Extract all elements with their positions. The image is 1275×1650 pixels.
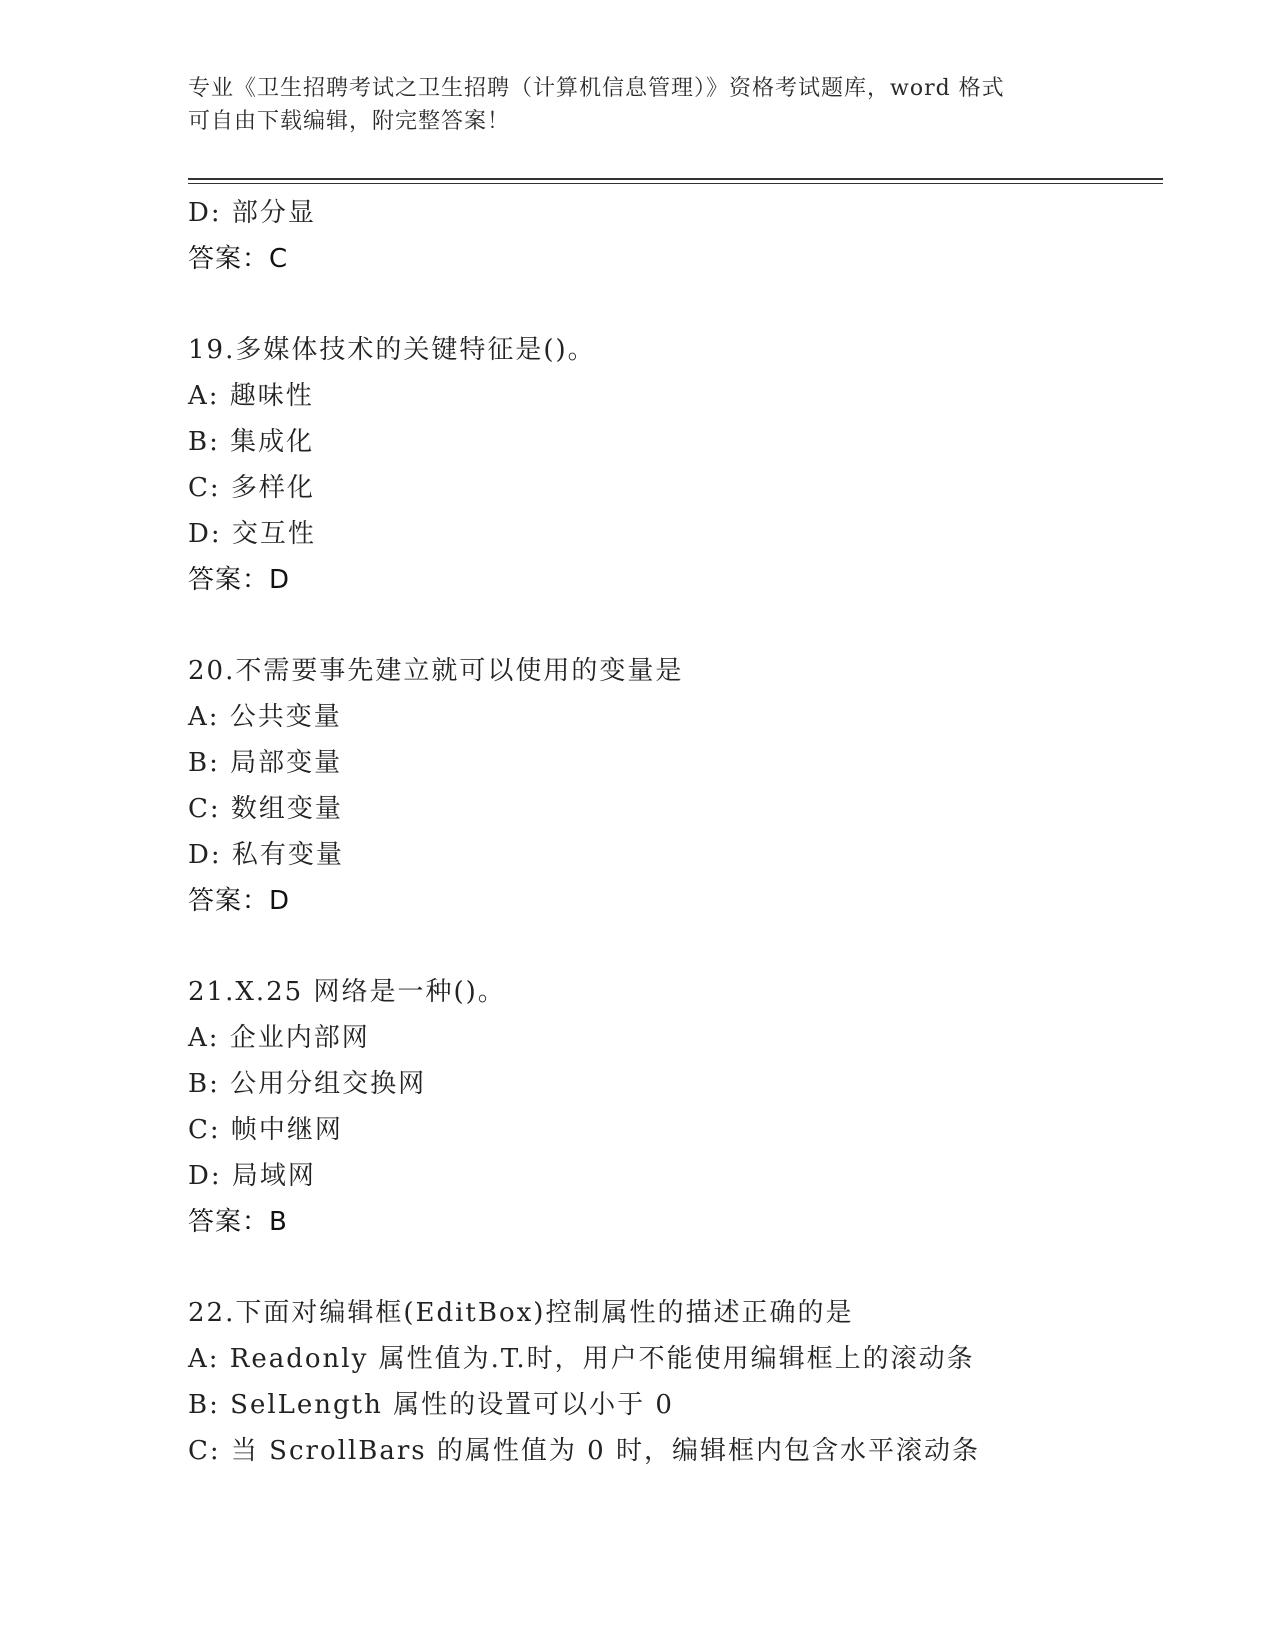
- option-c: C: 数组变量: [188, 794, 343, 824]
- option-d: D: 交互性: [188, 519, 316, 549]
- option-b: B: 集成化: [188, 427, 315, 457]
- option-c: C: 多样化: [188, 473, 315, 503]
- option-d: D: 私有变量: [188, 840, 344, 870]
- answer-line: 答案：C: [188, 244, 289, 274]
- option-b: B: SelLength 属性的设置可以小于 0: [188, 1390, 674, 1420]
- option-a: A: Readonly 属性值为.T.时，用户不能使用编辑框上的滚动条: [188, 1344, 975, 1374]
- option-a: A: 趣味性: [188, 381, 314, 411]
- option-b: B: 局部变量: [188, 748, 343, 778]
- option-a: A: 企业内部网: [188, 1023, 370, 1053]
- header-divider-thick: [188, 178, 1163, 180]
- question-content: [188, 190, 1163, 1474]
- prev-question-block: [188, 190, 1163, 282]
- option-d: D: 部分显: [188, 198, 316, 228]
- question-stem: 20.不需要事先建立就可以使用的变量是: [188, 656, 684, 686]
- option-c: C: 当 ScrollBars 的属性值为 0 时，编辑框内包含水平滚动条: [188, 1436, 980, 1466]
- question-stem: 21.X.25 网络是一种()。: [188, 977, 506, 1007]
- header-line-1: 专业《卫生招聘考试之卫生招聘（计算机信息管理）》资格考试题库，word 格式: [188, 76, 1005, 101]
- answer-line: 答案：B: [188, 1207, 288, 1237]
- question-20: [188, 648, 1163, 924]
- question-21: [188, 969, 1163, 1245]
- answer-line: 答案：D: [188, 886, 291, 916]
- header-divider-thin: [188, 183, 1163, 184]
- header-line-2: 可自由下载编辑，附完整答案！: [188, 109, 511, 134]
- question-stem: 22.下面对编辑框(EditBox)控制属性的描述正确的是: [188, 1298, 854, 1328]
- document-header: [188, 72, 1088, 138]
- answer-line: 答案：D: [188, 565, 291, 595]
- option-a: A: 公共变量: [188, 702, 342, 732]
- question-22: [188, 1290, 1163, 1474]
- option-d: D: 局域网: [188, 1161, 316, 1191]
- option-c: C: 帧中继网: [188, 1115, 343, 1145]
- question-stem: 19.多媒体技术的关键特征是()。: [188, 335, 596, 365]
- option-b: B: 公用分组交换网: [188, 1069, 427, 1099]
- question-19: [188, 327, 1163, 603]
